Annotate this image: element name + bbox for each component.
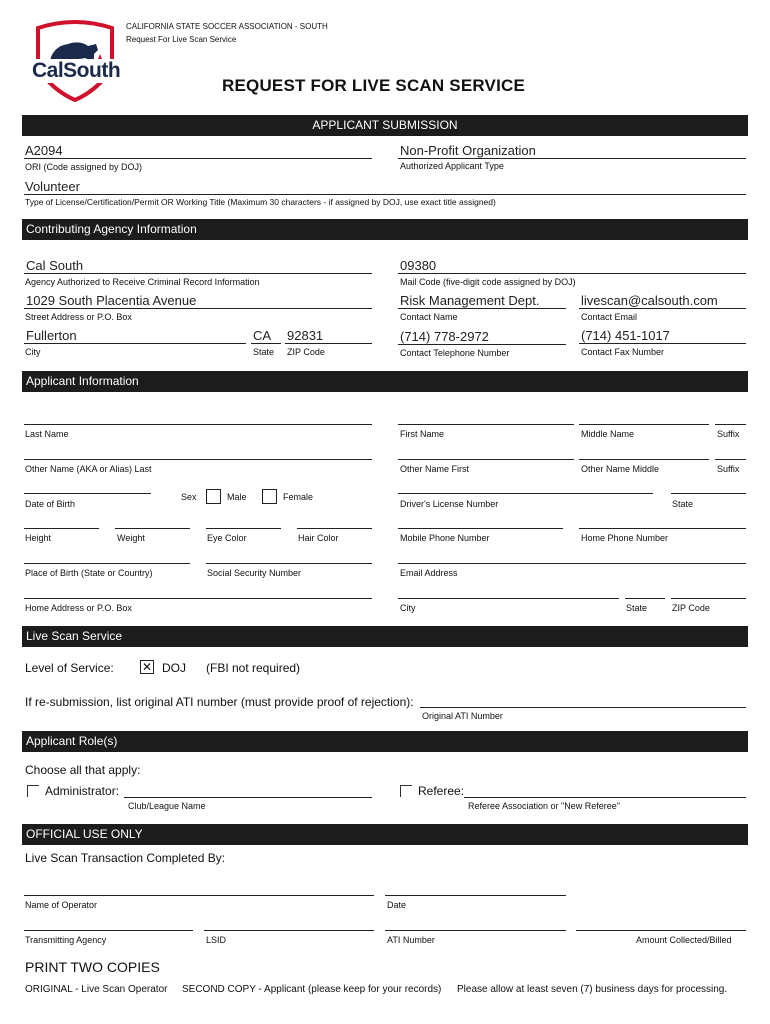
female-checkbox[interactable] bbox=[262, 489, 277, 504]
home-address-field[interactable] bbox=[24, 598, 372, 599]
ati-number-field[interactable] bbox=[385, 930, 566, 931]
phone-line bbox=[398, 344, 566, 345]
applicant-state-label: State bbox=[626, 603, 648, 613]
other-middle-label: Other Name Middle bbox=[581, 464, 660, 474]
second-copy-note: SECOND COPY - Applicant (please keep for your records) bbox=[182, 984, 442, 995]
org-name: CALIFORNIA STATE SOCCER ASSOCIATION - SOUTH bbox=[126, 22, 328, 31]
transmitting-agency-field[interactable] bbox=[24, 930, 193, 931]
doj-checkbox[interactable]: ✕ bbox=[141, 660, 153, 674]
home-phone-label: Home Phone Number bbox=[581, 533, 669, 543]
phone-label: Contact Telephone Number bbox=[400, 348, 510, 358]
first-name-label: First Name bbox=[400, 429, 445, 439]
home-address-label: Home Address or P.O. Box bbox=[25, 603, 132, 613]
state-value[interactable]: CA bbox=[253, 328, 272, 343]
ori-label: ORI (Code assigned by DOJ) bbox=[25, 162, 143, 172]
contact-name-label: Contact Name bbox=[400, 312, 458, 322]
weight-label: Weight bbox=[117, 533, 145, 543]
drivers-license-field[interactable] bbox=[398, 493, 653, 494]
eye-color-label: Eye Color bbox=[207, 533, 247, 543]
city-label: City bbox=[25, 347, 41, 357]
type-value[interactable]: Volunteer bbox=[25, 179, 80, 194]
ori-value[interactable]: A2094 bbox=[25, 143, 63, 158]
female-label: Female bbox=[283, 492, 314, 502]
resubmission-label: If re-submission, list original ATI number (must provide proof of rejection): bbox=[25, 695, 414, 709]
date-field[interactable] bbox=[385, 895, 566, 896]
last-name-field[interactable] bbox=[24, 424, 372, 425]
original-copy-note: ORIGINAL - Live Scan Operator bbox=[25, 984, 168, 995]
section-applicant-submission: APPLICANT SUBMISSION bbox=[22, 115, 748, 136]
type-line bbox=[24, 194, 746, 195]
agency-label: Agency Authorized to Receive Criminal Record Information bbox=[25, 277, 260, 287]
original-ati-label: Original ATI Number bbox=[422, 711, 503, 721]
contact-name-line bbox=[398, 308, 566, 309]
applicant-city-field[interactable] bbox=[398, 598, 619, 599]
type-label: Type of License/Certification/Permit OR Working Title (Maximum 30 characters - if assigned by DOJ, use exact title assigned) bbox=[25, 197, 496, 207]
mail-code-value[interactable]: 09380 bbox=[400, 258, 437, 273]
original-ati-field[interactable] bbox=[420, 707, 746, 708]
dl-state-label: State bbox=[672, 499, 694, 509]
contact-email-label: Contact Email bbox=[581, 312, 638, 322]
suffix-field[interactable] bbox=[715, 424, 746, 425]
zip-line bbox=[285, 343, 372, 344]
suffix-label: Suffix bbox=[717, 429, 740, 439]
administrator-checkbox[interactable] bbox=[27, 785, 39, 797]
completed-by-label: Live Scan Transaction Completed By: bbox=[25, 851, 226, 865]
pob-field[interactable] bbox=[24, 563, 190, 564]
email-field[interactable] bbox=[398, 563, 746, 564]
ssn-label: Social Security Number bbox=[207, 568, 302, 578]
first-name-field[interactable] bbox=[398, 424, 574, 425]
city-value[interactable]: Fullerton bbox=[26, 328, 77, 343]
processing-note: Please allow at least seven (7) business days for processing. bbox=[457, 984, 728, 995]
agency-line bbox=[24, 273, 372, 274]
other-first-field[interactable] bbox=[398, 459, 574, 460]
authorized-type-line bbox=[398, 158, 746, 159]
administrator-label: Administrator: bbox=[45, 784, 120, 798]
amount-field[interactable] bbox=[576, 930, 746, 931]
section-official-use: OFFICIAL USE ONLY bbox=[22, 824, 748, 845]
referee-checkbox[interactable] bbox=[400, 785, 412, 797]
contact-email-line bbox=[579, 308, 746, 309]
section-live-scan-service: Live Scan Service bbox=[22, 626, 748, 647]
state-line bbox=[251, 343, 281, 344]
email-label: Email Address bbox=[400, 568, 458, 578]
section-contributing-agency: Contributing Agency Information bbox=[22, 219, 748, 240]
authorized-type-label: Authorized Applicant Type bbox=[400, 161, 504, 171]
ati-number-label: ATI Number bbox=[387, 935, 435, 945]
city-line bbox=[24, 343, 246, 344]
fbi-note: (FBI not required) bbox=[206, 661, 301, 675]
zip-value[interactable]: 92831 bbox=[287, 328, 324, 343]
street-value[interactable]: 1029 South Placentia Avenue bbox=[26, 293, 197, 308]
applicant-zip-label: ZIP Code bbox=[672, 603, 710, 613]
male-label: Male bbox=[227, 492, 247, 502]
dob-label: Date of Birth bbox=[25, 499, 76, 509]
last-name-label: Last Name bbox=[25, 429, 69, 439]
other-last-field[interactable] bbox=[24, 459, 372, 460]
mobile-field[interactable] bbox=[398, 528, 563, 529]
agency-value[interactable]: Cal South bbox=[26, 258, 84, 273]
sex-label: Sex bbox=[181, 492, 197, 502]
eye-color-field[interactable] bbox=[206, 528, 281, 529]
referee-assoc-label: Referee Association or "New Referee" bbox=[468, 801, 620, 811]
authorized-type-value[interactable]: Non-Profit Organization bbox=[400, 143, 536, 158]
choose-label: Choose all that apply: bbox=[25, 763, 141, 777]
fax-value[interactable]: (714) 451-1017 bbox=[581, 328, 670, 343]
mail-code-line bbox=[398, 273, 746, 274]
hair-color-label: Hair Color bbox=[298, 533, 339, 543]
applicant-city-label: City bbox=[400, 603, 416, 613]
date-label: Date bbox=[387, 900, 407, 910]
applicant-zip-field[interactable] bbox=[671, 598, 746, 599]
phone-value[interactable]: (714) 778-2972 bbox=[400, 329, 489, 344]
contact-name-value[interactable]: Risk Management Dept. bbox=[400, 293, 540, 308]
page-title: REQUEST FOR LIVE SCAN SERVICE bbox=[222, 76, 526, 95]
dob-field[interactable] bbox=[24, 493, 151, 494]
club-name-field[interactable] bbox=[124, 797, 372, 798]
state-label: State bbox=[253, 347, 275, 357]
zip-label: ZIP Code bbox=[287, 347, 325, 357]
level-of-service-label: Level of Service: bbox=[25, 661, 114, 675]
operator-label: Name of Operator bbox=[25, 900, 98, 910]
doj-label: DOJ bbox=[162, 661, 186, 675]
ori-line bbox=[24, 158, 372, 159]
street-label: Street Address or P.O. Box bbox=[25, 312, 132, 322]
logo-text: CalSouth bbox=[32, 59, 121, 82]
contact-email-value[interactable]: livescan@calsouth.com bbox=[581, 293, 718, 308]
fax-line bbox=[579, 343, 746, 344]
form-subtitle: Request For Live Scan Service bbox=[126, 35, 237, 44]
section-applicant-information: Applicant Information bbox=[22, 371, 748, 392]
club-name-label: Club/League Name bbox=[128, 801, 206, 811]
home-phone-field[interactable] bbox=[579, 528, 746, 529]
other-middle-field[interactable] bbox=[579, 459, 709, 460]
fax-label: Contact Fax Number bbox=[581, 347, 665, 357]
other-first-label: Other Name First bbox=[400, 464, 470, 474]
section-applicant-roles: Applicant Role(s) bbox=[22, 731, 748, 752]
male-checkbox[interactable] bbox=[206, 489, 221, 504]
hair-color-field[interactable] bbox=[297, 528, 372, 529]
lsid-label: LSID bbox=[206, 935, 227, 945]
height-label: Height bbox=[25, 533, 52, 543]
other-last-label: Other Name (AKA or Alias) Last bbox=[25, 464, 152, 474]
other-suffix-field[interactable] bbox=[715, 459, 746, 460]
amount-label: Amount Collected/Billed bbox=[636, 935, 732, 945]
transmitting-agency-label: Transmitting Agency bbox=[25, 935, 107, 945]
drivers-license-label: Driver's License Number bbox=[400, 499, 499, 509]
middle-name-field[interactable] bbox=[579, 424, 709, 425]
mail-code-label: Mail Code (five-digit code assigned by DOJ) bbox=[400, 277, 576, 287]
weight-field[interactable] bbox=[115, 528, 190, 529]
street-line bbox=[24, 308, 372, 309]
ssn-field[interactable] bbox=[206, 563, 372, 564]
applicant-state-field[interactable] bbox=[625, 598, 665, 599]
height-field[interactable] bbox=[24, 528, 99, 529]
dl-state-field[interactable] bbox=[671, 493, 746, 494]
referee-assoc-field[interactable] bbox=[464, 797, 746, 798]
lsid-field[interactable] bbox=[204, 930, 374, 931]
pob-label: Place of Birth (State or Country) bbox=[25, 568, 153, 578]
mobile-label: Mobile Phone Number bbox=[400, 533, 490, 543]
other-suffix-label: Suffix bbox=[717, 464, 740, 474]
middle-name-label: Middle Name bbox=[581, 429, 635, 439]
referee-label: Referee: bbox=[418, 784, 465, 798]
print-two-copies: PRINT TWO COPIES bbox=[25, 959, 160, 975]
operator-field[interactable] bbox=[24, 895, 374, 896]
